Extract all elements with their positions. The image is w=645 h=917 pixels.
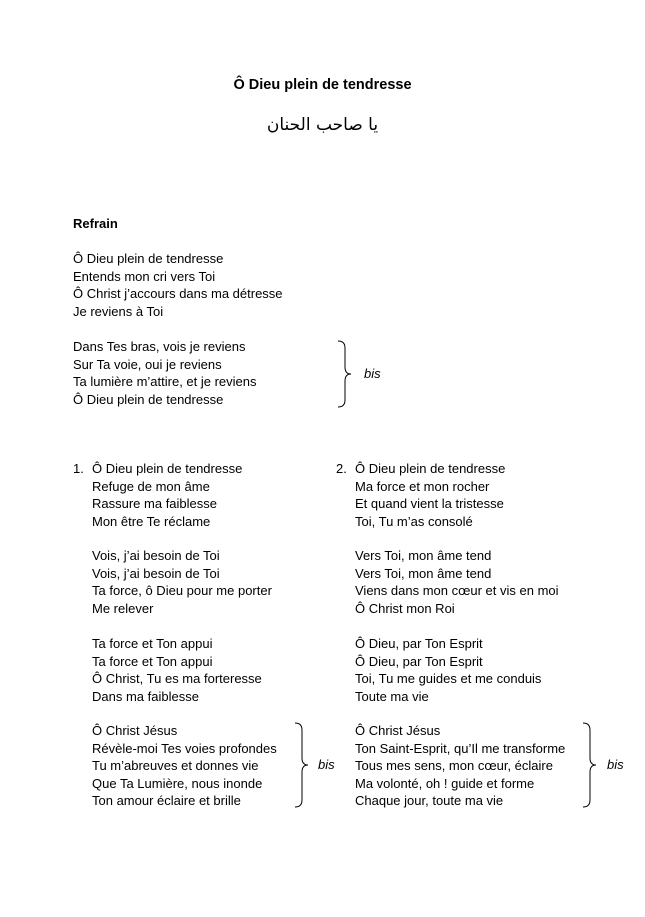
lyric-line: Ton amour éclaire et brille [92,793,241,809]
lyric-line: Ô Christ j’accours dans ma détresse [73,286,283,302]
verse-1-stanza-2 [92,547,272,617]
lyric-line: Et quand vient la tristesse [355,496,504,512]
lyric-line: Ô Dieu plein de tendresse [73,391,224,407]
refrain-stanza-2 [73,338,257,408]
lyric-line: Ô Christ Jésus [92,723,178,738]
lyric-line: Je reviens à Toi [73,303,164,319]
verse-1-stanza-1 [92,460,242,530]
verse-2-number: 2. [336,461,347,476]
lyric-line: Ta force et Ton appui [92,653,213,669]
lyric-line: Vers Toi, mon âme tend [355,565,492,581]
lyric-line: Dans Tes bras, vois je reviens [73,339,246,354]
verse-1-number: 1. [73,461,84,476]
lyric-line: Vers Toi, mon âme tend [355,548,492,563]
verse-2-repeat-mark: bis [607,757,624,772]
refrain-repeat-mark: bis [364,366,381,381]
lyric-line: Vois, j’ai besoin de Toi [92,565,220,581]
lyric-line: Refuge de mon âme [92,478,210,494]
lyric-line: Ta lumière m’attire, et je reviens [73,374,257,390]
lyric-line: Entends mon cri vers Toi [73,268,216,284]
right-brace-icon [581,722,601,808]
lyric-line: Ta force, ô Dieu pour me porter [92,583,272,599]
lyric-line: Ô Christ Jésus [355,723,441,738]
verse-1-stanza-4 [92,722,277,810]
lyric-line: Toi, Tu m’as consolé [355,513,473,529]
arabic-title: يا صاحب الحنان [266,115,379,135]
right-brace-icon [293,722,313,808]
lyric-line: Ma force et mon rocher [355,478,490,494]
lyric-line: Ma volonté, oh ! guide et forme [355,775,535,791]
lyric-line: Chaque jour, toute ma vie [355,793,504,809]
verse-2-stanza-4 [355,722,565,810]
lyric-line: Ô Christ mon Roi [355,600,455,616]
refrain-stanza-1 [73,250,283,320]
verse-1-repeat-mark: bis [318,757,335,772]
lyric-line: Vois, j’ai besoin de Toi [92,548,220,563]
lyric-line: Sur Ta voie, oui je reviens [73,356,222,372]
lyric-line: Ô Dieu, par Ton Esprit [355,636,483,651]
lyric-line: Ô Christ, Tu es ma forteresse [92,671,262,687]
right-brace-icon [336,340,356,408]
lyric-line: Viens dans mon cœur et vis en moi [355,583,559,599]
lyric-line: Mon être Te réclame [92,513,211,529]
lyric-line: Tous mes sens, mon cœur, éclaire [355,758,553,774]
lyric-line: Ton Saint-Esprit, qu’Il me transforme [355,740,566,756]
lyric-line: Ô Dieu plein de tendresse [355,461,506,476]
lyric-line: Ô Dieu plein de tendresse [73,251,224,266]
lyric-line: Dans ma faiblesse [92,688,199,704]
refrain-label: Refrain [73,216,118,231]
verse-2-stanza-1 [355,460,505,530]
verse-1-stanza-3 [92,635,262,705]
lyric-line: Ta force et Ton appui [92,636,213,651]
verse-2-stanza-3 [355,635,541,705]
lyric-line: Ô Dieu, par Ton Esprit [355,653,483,669]
lyric-line: Toi, Tu me guides et me conduis [355,671,542,687]
lyric-line: Toute ma vie [355,688,429,704]
lyric-line: Révèle-moi Tes voies profondes [92,740,277,756]
song-title: Ô Dieu plein de tendresse [233,77,412,93]
lyric-line: Ô Dieu plein de tendresse [92,461,243,476]
lyric-line: Me relever [92,600,154,616]
verse-2-stanza-2 [355,547,559,617]
lyric-line: Tu m’abreuves et donnes vie [92,758,259,774]
lyric-line: Que Ta Lumière, nous inonde [92,775,263,791]
lyric-line: Rassure ma faiblesse [92,496,217,512]
